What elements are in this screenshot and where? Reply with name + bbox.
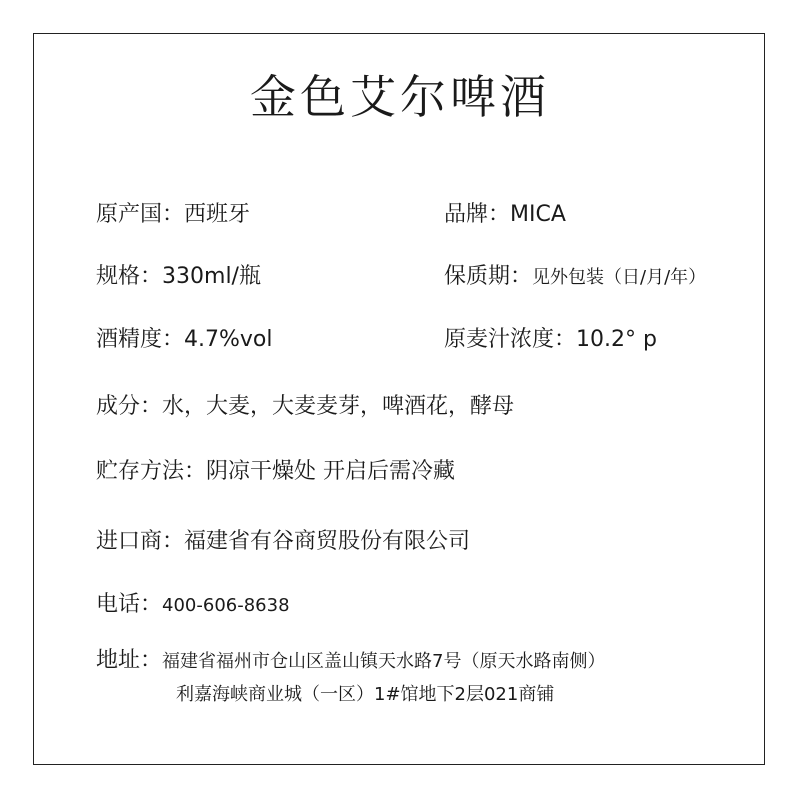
phone-row xyxy=(96,590,290,621)
shelf-life-label: 保质期： xyxy=(444,264,533,289)
alcohol-label: 酒精度： xyxy=(96,327,185,352)
spec-row xyxy=(96,262,261,292)
storage-label: 贮存方法： xyxy=(96,459,207,484)
address-line2: 利嘉海峡商业城（一区）1#馆地下2层021商铺 xyxy=(176,684,555,705)
wort-row xyxy=(444,325,657,355)
wort-value: 10.2° p xyxy=(576,327,657,352)
brand-row xyxy=(444,200,566,230)
brand-label: 品牌： xyxy=(444,202,511,227)
product-title: 金色艾尔啤酒 xyxy=(250,70,550,124)
brand-value: MICA xyxy=(510,202,566,227)
address-row xyxy=(96,646,605,677)
ingredients-value: 水，大麦，大麦麦芽，啤酒花，酵母 xyxy=(162,394,515,419)
importer-row xyxy=(96,527,470,557)
spec-value: 330ml/瓶 xyxy=(162,264,261,289)
ingredients-label: 成分： xyxy=(96,394,163,419)
storage-row xyxy=(96,457,455,487)
wort-label: 原麦汁浓度： xyxy=(444,327,577,352)
importer-value: 福建省有谷商贸股份有限公司 xyxy=(184,529,471,554)
importer-label: 进口商： xyxy=(96,529,185,554)
spec-label: 规格： xyxy=(96,264,163,289)
phone-label: 电话： xyxy=(96,592,163,617)
alcohol-row xyxy=(96,325,273,355)
shelf-life-row xyxy=(444,262,706,293)
origin-row xyxy=(96,200,250,230)
shelf-life-value: 见外包装（日/月/年） xyxy=(532,267,707,288)
address-label: 地址： xyxy=(96,648,163,673)
address-line1: 福建省福州市仓山区盖山镇天水路7号（原天水路南侧） xyxy=(162,651,606,672)
origin-value: 西班牙 xyxy=(184,202,251,227)
storage-value: 阴凉干燥处 开启后需冷藏 xyxy=(206,459,456,484)
phone-value: 400-606-8638 xyxy=(162,595,290,616)
origin-label: 原产国： xyxy=(96,202,185,227)
alcohol-value: 4.7%vol xyxy=(184,327,273,352)
ingredients-row xyxy=(96,392,514,422)
